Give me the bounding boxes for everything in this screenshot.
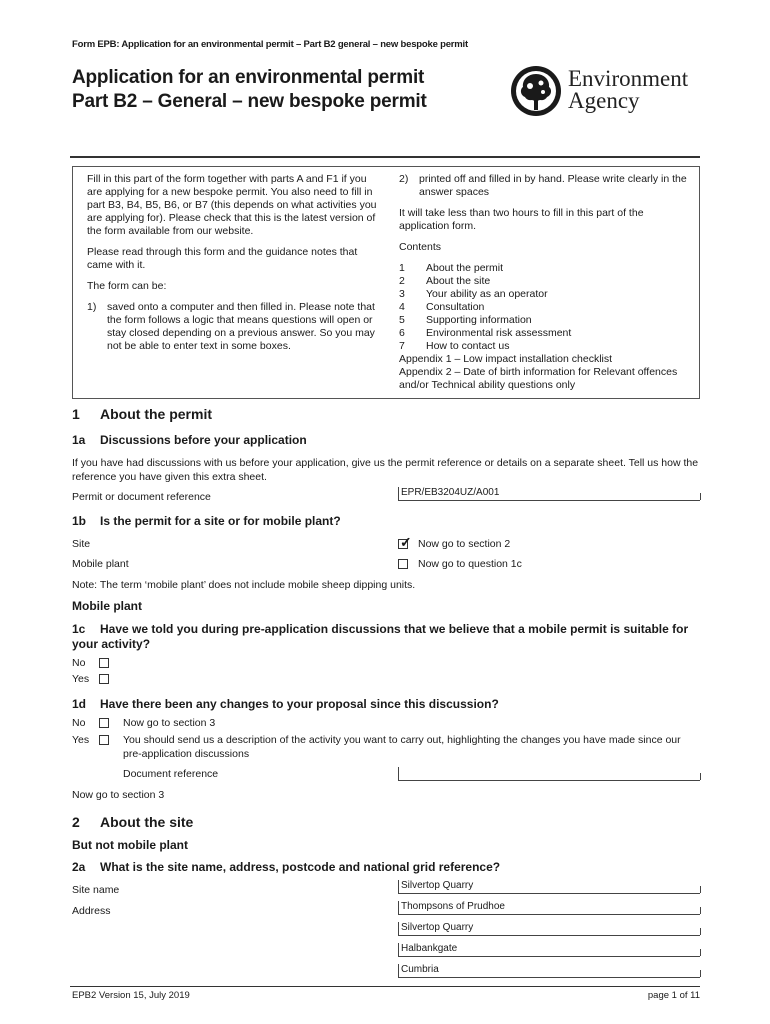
contents-list [399, 262, 693, 353]
q1d-no-goto: Now go to section 3 [123, 717, 216, 729]
q1c-no-checkbox[interactable] [99, 658, 109, 668]
intro-list-item: 1) saved onto a computer and then filled in. Please note that the form follows a logic that means questions will open or stay closed depending on a previous answer. So you may not be able to enter text in some boxes. [87, 301, 375, 352]
mobile-plant-option-label: Mobile plant [72, 558, 129, 570]
running-header: Form EPB: Application for an environmental permit – Part B2 general – new bespoke permit [72, 39, 468, 50]
site-name-field[interactable]: Silvertop Quarry [398, 880, 700, 894]
tree-logo-icon [510, 64, 562, 120]
question-1b-heading: 1b Is the permit for a site or for mobile plant? [72, 514, 341, 528]
q1d-no-label: No [72, 717, 86, 729]
address-line-field[interactable]: Cumbria [398, 964, 700, 978]
intro-paragraph: Fill in this part of the form together with parts A and F1 if you are applying for a new bespoke permit. You also need to fill in part B3, B4, B5, B6, or B7 (this depends on what activities you are applying for). Please check that this is the latest version of the form available from our website. [87, 173, 377, 237]
title-line-1: Application for an environmental permit [72, 67, 425, 88]
contents-title: Contents [399, 241, 442, 253]
permit-reference-field[interactable]: EPR/EB3204UZ/A001 [398, 487, 700, 501]
logo-wordmark: Environment Agency [568, 66, 689, 113]
q1d-yes-text: You should send us a description of the activity you want to carry out, highlighting the changes you have made since our pre-application discussions [123, 734, 681, 760]
address-line-field[interactable]: Halbankgate [398, 943, 700, 957]
title-line-2: Part B2 – General – new bespoke permit [72, 91, 427, 112]
mobile-plant-note: Note: The term ‘mobile plant’ does not include mobile sheep dipping units. [72, 579, 416, 591]
footer-divider [70, 986, 700, 987]
q1d-yes-label: Yes [72, 734, 90, 746]
q1c-yes-label: Yes [72, 673, 90, 685]
title-divider [70, 156, 700, 158]
q1d-goto: Now go to section 3 [72, 789, 165, 801]
q1d-no-checkbox[interactable] [99, 718, 109, 728]
q1c-yes-checkbox[interactable] [99, 674, 109, 684]
site-option-label: Site [72, 538, 91, 550]
mobile-plant-goto: Now go to question 1c [418, 558, 522, 570]
question-1a-heading: 1a Discussions before your application [72, 433, 307, 447]
address-line-field[interactable]: Thompsons of Prudhoe [398, 901, 700, 915]
site-checkbox[interactable] [398, 534, 412, 550]
intro-paragraph: Please read through this form and the guidance notes that came with it. [87, 246, 358, 271]
document-reference-field[interactable] [398, 767, 700, 781]
page-title [72, 66, 427, 114]
q1d-yes-checkbox[interactable] [99, 735, 109, 745]
permit-reference-label: Permit or document reference [72, 491, 211, 503]
footer-page-number: page 1 of 11 [647, 990, 700, 1001]
question-1c-heading: 1c Have we told you during pre-application discussions that we believe that a mobile permit is suitable for your activity? [72, 622, 689, 651]
q1c-no-label: No [72, 657, 86, 669]
section-2-heading: 2 About the site [72, 814, 194, 830]
address-label: Address [72, 905, 111, 917]
question-1a-text: If you have had discussions with us before your application, give us the permit reference or details on a separate sheet. Tell us how the reference you have given this extra sheet. [72, 457, 699, 483]
environment-agency-logo [510, 64, 710, 120]
contents-item: 1 About the permit [399, 262, 504, 274]
contents-item: 5 Supporting information [399, 314, 532, 326]
contents-item: 3 Your ability as an operator [399, 288, 548, 300]
contents-item: 7 How to contact us [399, 340, 510, 352]
contents-item: 4 Consultation [399, 301, 485, 313]
intro-paragraph: It will take less than two hours to fill in this part of the application form. [399, 207, 644, 232]
site-name-label: Site name [72, 884, 120, 896]
mobile-plant-checkbox[interactable] [398, 559, 408, 569]
appendix-1: Appendix 1 – Low impact installation checklist [399, 353, 613, 365]
mobile-plant-heading: Mobile plant [72, 599, 142, 613]
intro-left-column [87, 173, 377, 353]
question-1d-heading: 1d Have there been any changes to your proposal since this discussion? [72, 697, 499, 711]
section-1-heading: 1 About the permit [72, 406, 212, 422]
contents-item: 2 About the site [399, 275, 491, 287]
footer-version: EPB2 Version 15, July 2019 [72, 990, 190, 1001]
intro-right-column [399, 173, 693, 392]
question-2a-heading: 2a What is the site name, address, postcode and national grid reference? [72, 860, 501, 874]
site-goto: Now go to section 2 [418, 538, 511, 550]
intro-box [72, 166, 700, 399]
document-reference-label: Document reference [123, 768, 219, 780]
contents-item: 6 Environmental risk assessment [399, 327, 572, 339]
not-mobile-plant-heading: But not mobile plant [72, 838, 188, 852]
address-line-field[interactable]: Silvertop Quarry [398, 922, 700, 936]
intro-paragraph: The form can be: [87, 280, 167, 292]
appendix-2: Appendix 2 – Date of birth information for Relevant offences and/or Technical ability questions only [399, 366, 678, 391]
intro-list-item: 2) printed off and filled in by hand. Please write clearly in the answer spaces [399, 173, 687, 198]
checkmark-icon: ✓ [400, 534, 412, 550]
